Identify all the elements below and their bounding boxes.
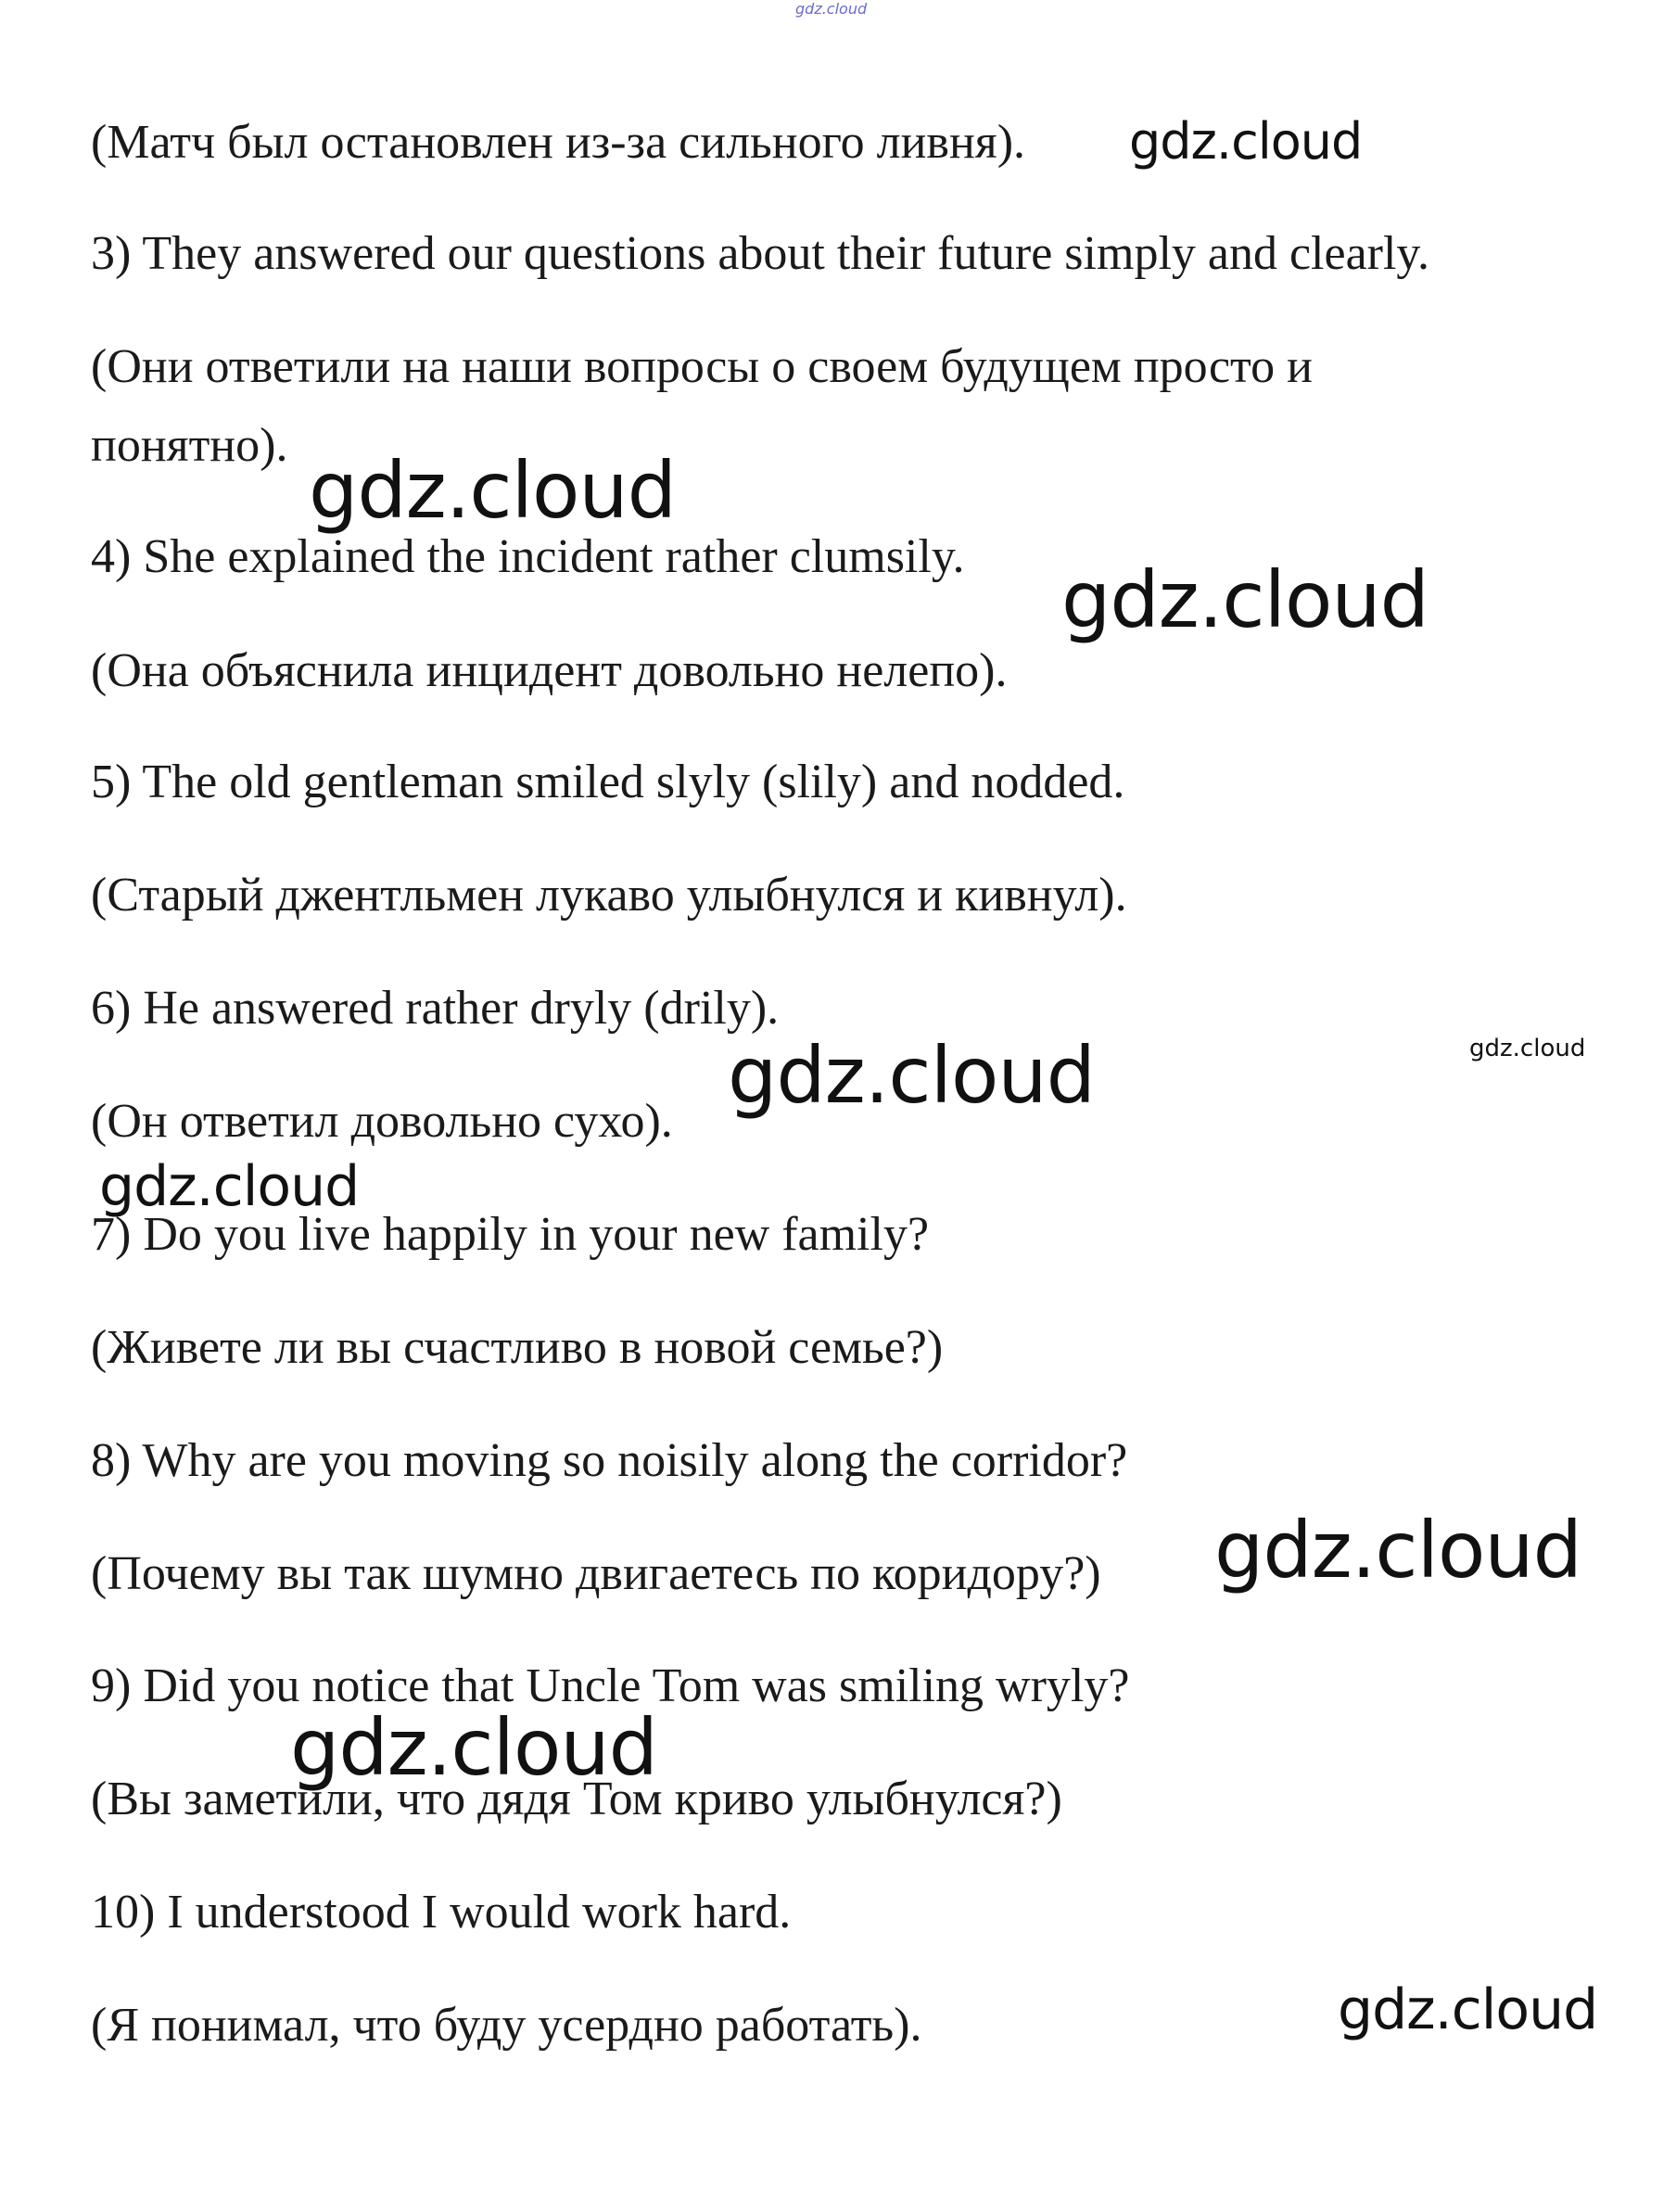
text-line-4: понятно). (91, 419, 288, 472)
watermark-7: gdz.cloud (290, 1702, 657, 1793)
text-line-3: (Они ответили на наши вопросы о своем будущем просто и (91, 340, 1313, 393)
watermark-8: gdz.cloud (1338, 1977, 1598, 2042)
text-line-17: 10) I understood I would work hard. (91, 1886, 792, 1939)
text-line-8: (Старый джентльмен лукаво улыбнулся и кивнул). (91, 869, 1127, 922)
watermark-2: gdz.cloud (309, 445, 676, 536)
watermark-top: gdz.cloud (795, 0, 868, 18)
text-line-1: (Матч был остановлен из-за сильного ливня). (91, 116, 1026, 169)
watermark-inline-6: gdz.cloud (1214, 1505, 1581, 1595)
text-line-13: 8) Why are you moving so noisily along the corridor? (91, 1434, 1128, 1487)
watermark-inline-1: gdz.cloud (1129, 112, 1363, 171)
text-line-11: 7) Do you live happily in your new family? (91, 1208, 930, 1261)
text-line-5: 4) She explained the incident rather clumsily. (91, 530, 965, 583)
watermark-5: gdz.cloud (99, 1154, 360, 1219)
watermark-4: gdz.cloud (728, 1030, 1095, 1121)
text-line-9: 6) He answered rather dryly (drily). (91, 982, 780, 1035)
text-line-2: 3) They answered our questions about their future simply and clearly. (91, 227, 1430, 280)
text-line-6: (Она объяснила инцидент довольно нелепо). (91, 644, 1008, 697)
text-line-14: (Почему вы так шумно двигаетесь по коридору?) (91, 1547, 1101, 1600)
text-line-18: (Я понимал, что буду усердно работать). (91, 1999, 922, 2052)
text-line-12: (Живете ли вы счастливо в новой семье?) (91, 1321, 944, 1374)
text-line-7: 5) The old gentleman smiled slyly (slily) and nodded. (91, 756, 1125, 808)
text-line-15: 9) Did you notice that Uncle Tom was smiling wryly? (91, 1659, 1130, 1712)
watermark-small: gdz.cloud (1469, 1035, 1586, 1062)
watermark-3: gdz.cloud (1061, 554, 1428, 645)
text-line-10: (Он ответил довольно сухо). (91, 1095, 673, 1148)
text-line-16: (Вы заметили, что дядя Том криво улыбнулся?) (91, 1773, 1062, 1825)
